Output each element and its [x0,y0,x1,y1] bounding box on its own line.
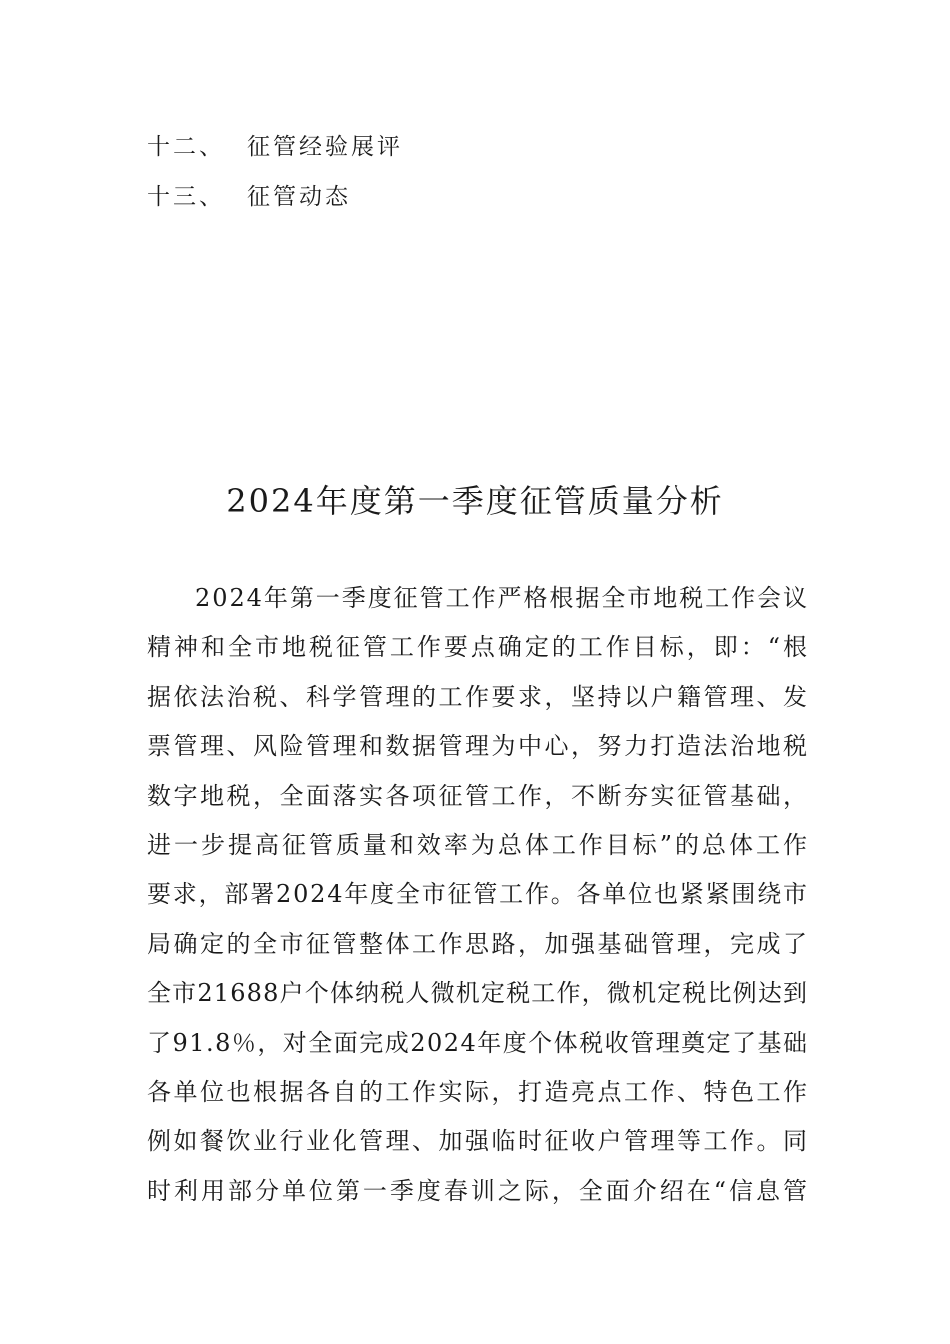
paragraph-line: 票管理、风险管理和数据管理为中心，努力打造法治地税 [147,732,810,761]
toc-item [147,178,403,228]
paragraph-line: 精神和全市地税征管工作要点确定的工作目标，即：“根 [147,633,810,662]
paragraph-line: 各单位也根据各自的工作实际，打造亮点工作、特色工作 [147,1077,810,1106]
paragraph-line: 了91.8％，对全面完成2024年度个体税收管理奠定了基础 [147,1028,809,1057]
toc-item-number: 十二、 [147,134,225,160]
document-title: 2024年度第一季度征管质量分析 [226,482,724,520]
toc-item [147,128,403,178]
paragraph-line: 要求，部署2024年度全市征管工作。各单位也紧紧围绕市 [147,880,809,909]
toc-item-number: 十三、 [147,184,225,210]
body-paragraph [147,578,810,1220]
paragraph-line: 例如餐饮业行业化管理、加强临时征收户管理等工作。同 [147,1127,810,1156]
paragraph-line: 全市21688户个体纳税人微机定税工作，微机定税比例达到 [147,979,809,1008]
paragraph-line: 数字地税，全面落实各项征管工作，不断夯实征管基础， [147,781,810,810]
paragraph-line: 进一步提高征管质量和效率为总体工作目标”的总体工作 [147,830,810,859]
paragraph-line: 2024年第一季度征管工作严格根据全市地税工作会议 [195,584,809,612]
toc-item-title: 征管经验展评 [247,134,403,160]
table-of-contents [147,128,403,228]
paragraph-line: 局确定的全市征管整体工作思路，加强基础管理，完成了 [147,929,810,958]
paragraph-line: 时利用部分单位第一季度春训之际，全面介绍在“信息管 [147,1176,810,1205]
paragraph-line: 据依法治税、科学管理的工作要求，坚持以户籍管理、发 [147,682,810,711]
toc-item-title: 征管动态 [247,184,351,210]
